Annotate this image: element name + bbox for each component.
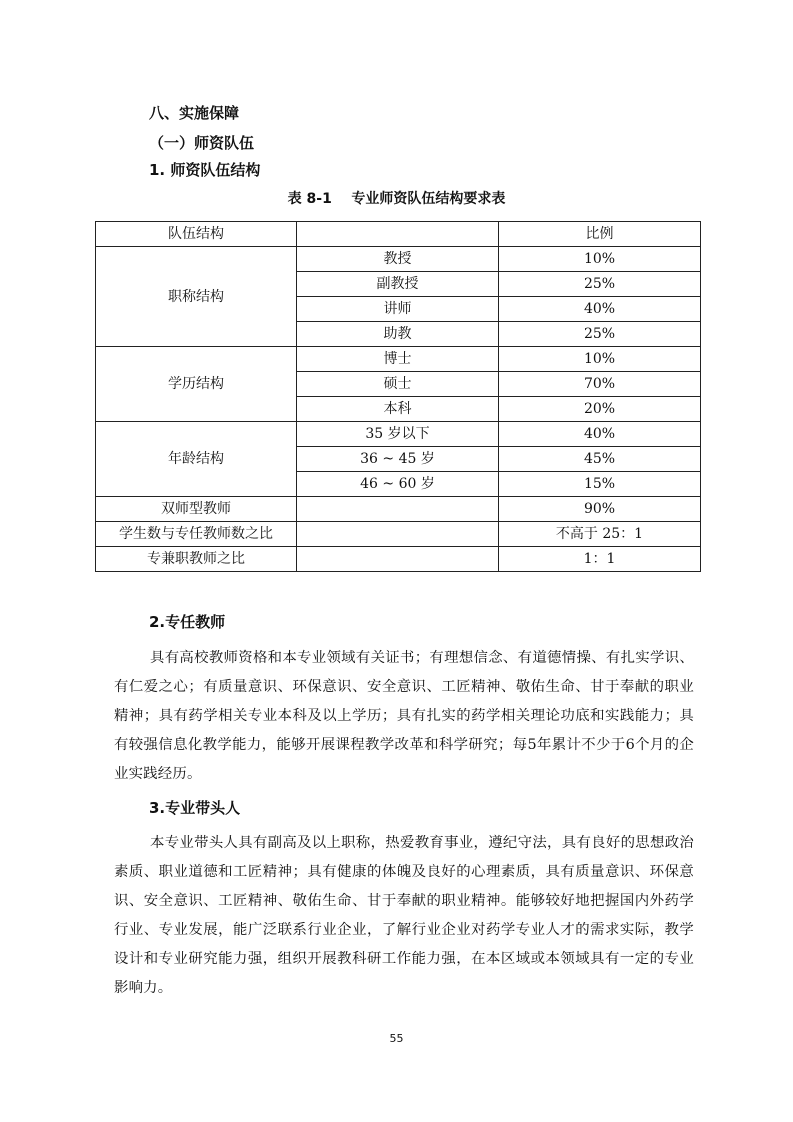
item2-title: 2.专任教师 (149, 613, 226, 631)
ratio-cell: 10% (499, 247, 701, 272)
ratio-cell: 25% (499, 322, 701, 347)
ratio-cell: 40% (499, 422, 701, 447)
sub-category-cell: 35 岁以下 (297, 422, 499, 447)
group-title-rank: 职称结构 (96, 247, 297, 347)
ratio-cell: 40% (499, 297, 701, 322)
ratio-cell: 45% (499, 447, 701, 472)
ratio-cell: 1：1 (499, 547, 701, 572)
sub-category-cell: 讲师 (297, 297, 499, 322)
table-header-row (96, 222, 701, 247)
table-row (96, 347, 701, 372)
ratio-cell: 25% (499, 272, 701, 297)
sub-category-cell (297, 522, 499, 547)
ratio-cell: 20% (499, 397, 701, 422)
header-cell-blank (297, 222, 499, 247)
sub-category-cell: 副教授 (297, 272, 499, 297)
header-cell-ratio: 比例 (499, 222, 701, 247)
table-row (96, 547, 701, 572)
single-title-cell: 专兼职教师之比 (96, 547, 297, 572)
sub-category-cell: 本科 (297, 397, 499, 422)
sub-category-cell: 46 ~ 60 岁 (297, 472, 499, 497)
item2-paragraph: 具有高校教师资格和本专业领域有关证书；有理想信念、有道德情操、有扎实学识、有仁爱之心；有质量意识、环保意识、安全意识、工匠精神、敬佑生命、甘于奉献的职业精神；具有药学相关专业本科及以上学历；具有扎实的药学相关理论功底和实践能力；具有较强信息化教学能力，能够开展课程教学改革和科学研究；每5年累计不少于6个月的企业实践经历。 (114, 650, 694, 782)
sub-category-cell (297, 547, 499, 572)
sub-category-cell: 36 ~ 45 岁 (297, 447, 499, 472)
ratio-cell: 10% (499, 347, 701, 372)
sub-category-cell: 博士 (297, 347, 499, 372)
ratio-cell: 70% (499, 372, 701, 397)
item1-title: 1. 师资队伍结构 (149, 161, 261, 179)
ratio-cell: 15% (499, 472, 701, 497)
sub-category-cell: 教授 (297, 247, 499, 272)
staff-structure-table (95, 221, 701, 572)
single-title-cell: 学生数与专任教师数之比 (96, 522, 297, 547)
group-title-age: 年龄结构 (96, 422, 297, 497)
table-row (96, 247, 701, 272)
item3-paragraph: 本专业带头人具有副高及以上职称，热爱教育事业，遵纪守法，具有良好的思想政治素质、职业道德和工匠精神；具有健康的体魄及良好的心理素质，具有质量意识、环保意识、安全意识、工匠精神、敬佑生命、甘于奉献的职业精神。能够较好地把握国内外药学行业、专业发展，能广泛联系行业企业，了解行业企业对药学专业人才的需求实际，教学设计和专业研究能力强，组织开展教科研工作能力强，在本区域或本领域具有一定的专业影响力。 (114, 835, 694, 996)
table-row (96, 422, 701, 447)
item3-title: 3.专业带头人 (149, 799, 241, 817)
section-title: 八、实施保障 (149, 104, 240, 122)
group-title-education: 学历结构 (96, 347, 297, 422)
header-cell-structure: 队伍结构 (96, 222, 297, 247)
page-number: 55 (389, 1032, 404, 1045)
sub-category-cell: 硕士 (297, 372, 499, 397)
single-title-cell: 双师型教师 (96, 497, 297, 522)
sub-category-cell (297, 497, 499, 522)
table-row (96, 522, 701, 547)
subsection-title: （一）师资队伍 (149, 134, 255, 152)
sub-category-cell: 助教 (297, 322, 499, 347)
table-row (96, 497, 701, 522)
ratio-cell: 90% (499, 497, 701, 522)
table-caption: 表 8-1 专业师资队伍结构要求表 (287, 191, 506, 207)
ratio-cell: 不高于 25：1 (499, 522, 701, 547)
